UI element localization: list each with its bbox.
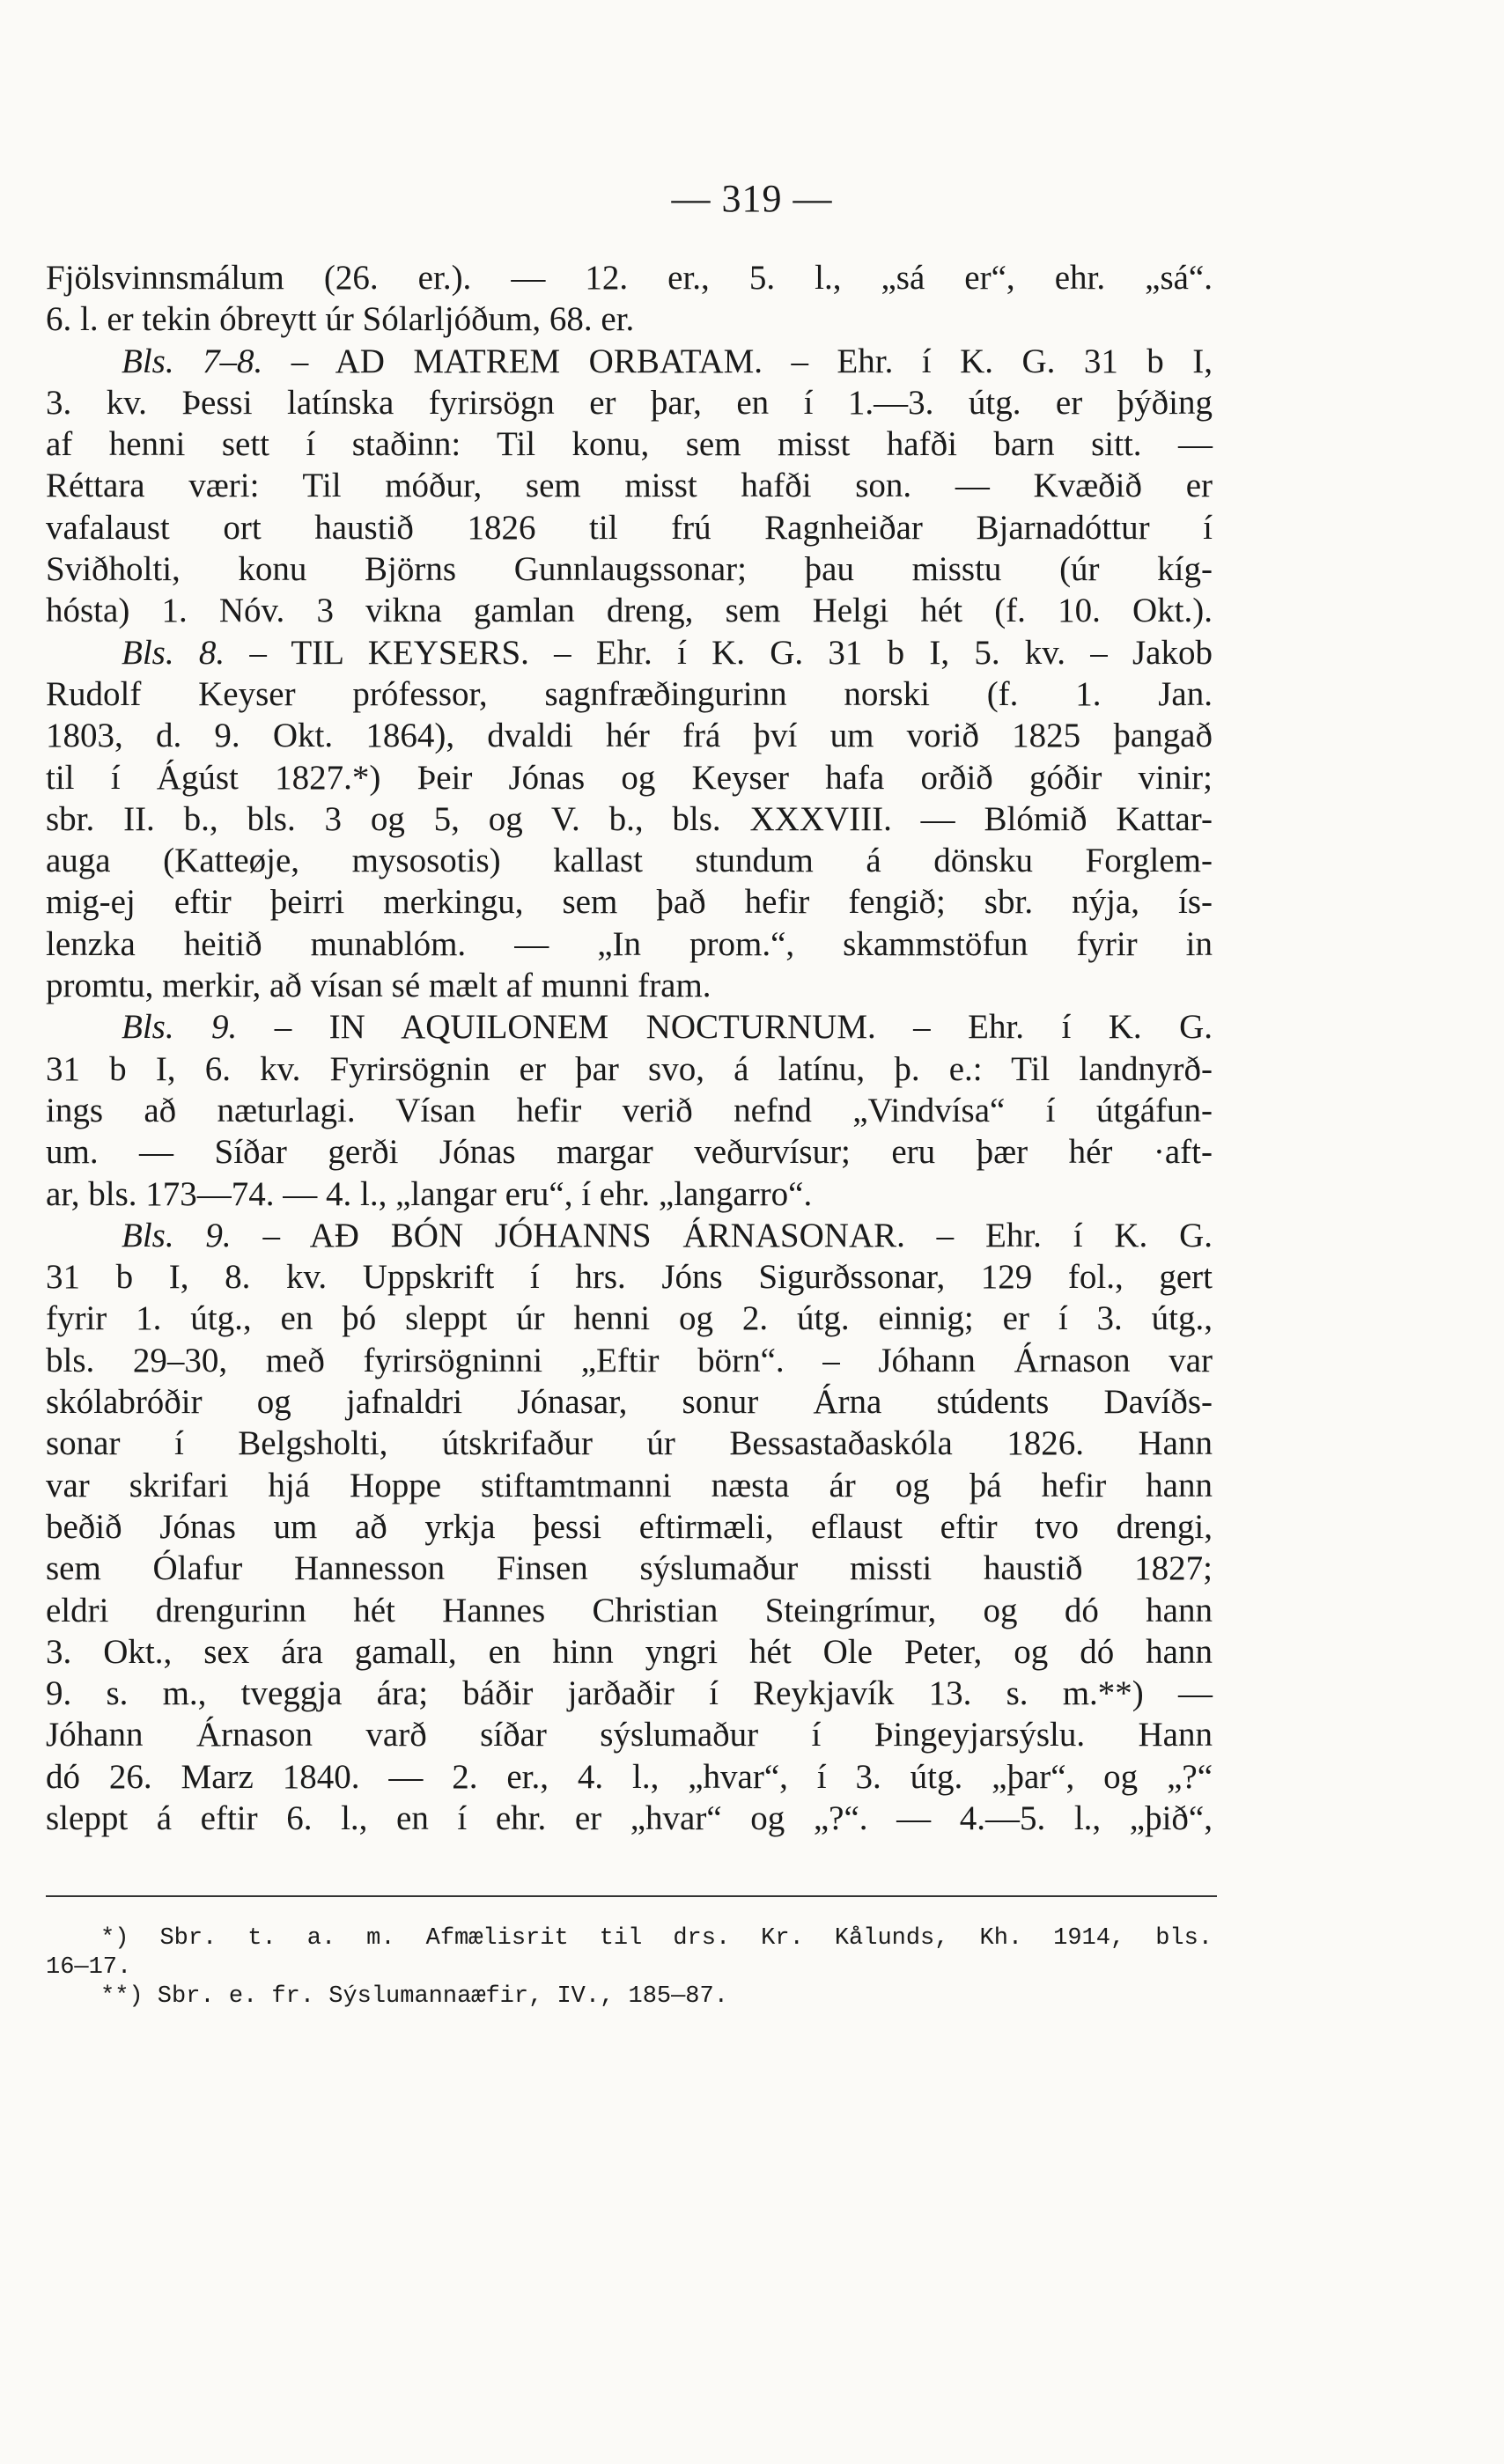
line-text: um. — Síðar gerði Jónas margar veðurvísur; eru þær hér ·aft-: [46, 1133, 1213, 1172]
line-text: – AD MATREM ORBATAM. – Ehr. í K. G. 31 b I,: [262, 342, 1213, 380]
text-line: [46, 298, 1213, 340]
text-line: [46, 1423, 1213, 1464]
text-line: [46, 673, 1213, 715]
text-line: [46, 632, 1213, 673]
line-text: ings að næturlagi. Vísan hefir verið nefnd „Vindvísa“ í útgáfun-: [46, 1091, 1213, 1129]
line-text: var skrifari hjá Hoppe stiftamtmanni næsta ár og þá hefir hann: [46, 1466, 1213, 1504]
body-text: [46, 257, 1213, 1839]
text-line: [46, 1798, 1213, 1839]
line-text: bls. 29–30, með fyrirsögninni „Eftir börn“. – Jóhann Árnason var: [46, 1341, 1213, 1379]
line-text: – IN AQUILONEM NOCTURNUM. – Ehr. í K. G.: [237, 1008, 1213, 1047]
line-text: Rudolf Keyser prófessor, sagnfræðingurinn norski (f. 1. Jan.: [46, 674, 1213, 713]
line-text: 6. l. er tekin óbreytt úr Sólarljóðum, 68. er.: [46, 300, 635, 339]
line-text: sonar í Belgsholti, útskrifaður úr Bessastaðaskóla 1826. Hann: [46, 1424, 1213, 1463]
line-text: dó 26. Marz 1840. — 2. er., 4. l., „hvar“, í 3. útg. „þar“, og „?“: [46, 1757, 1213, 1796]
footnote-line: 16—17.: [46, 1954, 132, 1981]
page-reference: Bls. 7–8.: [122, 342, 263, 380]
line-text: 31 b I, 6. kv. Fyrirsögnin er þar svo, á latínu, þ. e.: Til landnyrð-: [46, 1049, 1213, 1088]
text-line: [46, 465, 1213, 506]
text-line: [46, 1465, 1213, 1506]
text-line: [46, 1506, 1213, 1548]
text-line: [46, 1048, 1213, 1090]
line-text: Sviðholti, konu Björns Gunnlaugssonar; þau misstu (úr kíg-: [46, 550, 1213, 589]
text-line: [46, 715, 1213, 756]
page-number: — 319 —: [671, 177, 833, 220]
text-line: [46, 1173, 1213, 1215]
text-line: [46, 1381, 1213, 1423]
line-text: skólabróðir og jafnaldri Jónasar, sonur Árna stúdents Davíðs-: [46, 1383, 1213, 1422]
line-text: mig-ej eftir þeirri merkingu, sem það hefir fengið; sbr. nýja, ís-: [46, 883, 1213, 922]
line-text: – TIL KEYSERS. – Ehr. í K. G. 31 b I, 5. kv. – Jakob: [225, 633, 1213, 672]
footnote-line: *) Sbr. t. a. m. Afmælisrit til drs. Kr. Kålunds, Kh. 1914, bls.: [100, 1925, 1213, 1952]
text-line: [46, 1006, 1213, 1048]
footnotes: [46, 1924, 1213, 2012]
text-line: [46, 1131, 1213, 1173]
line-text: promtu, merkir, að vísan sé mælt af munni fram.: [46, 967, 711, 1005]
line-text: af henni sett í staðinn: Til konu, sem misst hafði barn sitt. —: [46, 425, 1213, 464]
line-text: til í Ágúst 1827.*) Þeir Jónas og Keyser hafa orðið góðir vinir;: [46, 758, 1213, 797]
text-line: [46, 1714, 1213, 1755]
line-text: lenzka heitið munablóm. — „In prom.“, skammstöfun fyrir in: [46, 924, 1213, 963]
line-text: fyrir 1. útg., en þó sleppt úr henni og 2. útg. einnig; er í 3. útg.,: [46, 1299, 1213, 1338]
line-text: – AÐ BÓN JÓHANNS ÁRNASONAR. – Ehr. í K. G.: [231, 1216, 1213, 1254]
line-text: sem Ólafur Hannesson Finsen sýslumaður missti haustið 1827;: [46, 1549, 1213, 1588]
line-text: 31 b I, 8. kv. Uppskrift í hrs. Jóns Sigurðssonar, 129 fol., gert: [46, 1258, 1213, 1297]
line-text: 1803, d. 9. Okt. 1864), dvaldi hér frá því um vorið 1825 þangað: [46, 717, 1213, 755]
text-line: [46, 1631, 1213, 1673]
text-line: [46, 1215, 1213, 1256]
text-line: [46, 257, 1213, 298]
text-line: [46, 507, 1213, 548]
line-text: 3. Okt., sex ára gamall, en hinn yngri hét Ole Peter, og dó hann: [46, 1632, 1213, 1671]
text-line: [46, 1298, 1213, 1339]
text-line: [46, 382, 1213, 423]
line-text: Réttara væri: Til móður, sem misst hafði son. — Kvæðið er: [46, 467, 1213, 505]
page-reference: Bls. 8.: [122, 633, 225, 672]
text-line: [46, 341, 1213, 382]
line-text: ar, bls. 173—74. — 4. l., „langar eru“, í ehr. „langarro“.: [46, 1174, 813, 1213]
text-line: [46, 840, 1213, 881]
line-text: 3. kv. Þessi latínska fyrirsögn er þar, en í 1.—3. útg. er þýðing: [46, 383, 1213, 422]
text-line: [46, 757, 1213, 798]
text-line: [46, 1340, 1213, 1381]
text-line: [46, 1090, 1213, 1131]
text-line: [46, 590, 1213, 631]
line-text: eldri drengurinn hét Hannes Christian Steingrímur, og dó hann: [46, 1591, 1213, 1629]
text-line: [46, 965, 1213, 1006]
footnote-line: **) Sbr. e. fr. Sýslumannaæfir, IV., 185—87.: [100, 1983, 728, 2010]
line-text: 9. s. m., tveggja ára; báðir jarðaðir í Reykjavík 13. s. m.**) —: [46, 1674, 1213, 1713]
text-line: [46, 423, 1213, 465]
text-line: [46, 1590, 1213, 1631]
line-text: Jóhann Árnason varð síðar sýslumaður í Þingeyjarsýslu. Hann: [46, 1716, 1213, 1754]
line-text: Fjölsvinnsmálum (26. er.). — 12. er., 5. l., „sá er“, ehr. „sá“.: [46, 259, 1213, 297]
text-line: [46, 923, 1213, 965]
line-text: hósta) 1. Nóv. 3 vikna gamlan dreng, sem Helgi hét (f. 10. Okt.).: [46, 592, 1213, 630]
text-line: [46, 1673, 1213, 1714]
line-text: auga (Katteøje, mysosotis) kallast stundum á dönsku Forglem-: [46, 842, 1213, 880]
text-line: [46, 1756, 1213, 1798]
text-line: [46, 881, 1213, 923]
page-reference: Bls. 9.: [122, 1216, 232, 1254]
text-line: [46, 548, 1213, 590]
line-text: sbr. II. b., bls. 3 og 5, og V. b., bls. XXXVIII. — Blómið Kattar-: [46, 799, 1213, 838]
line-text: beðið Jónas um að yrkja þessi eftirmæli, eflaust eftir tvo drengi,: [46, 1507, 1213, 1546]
text-line: [46, 798, 1213, 840]
page-reference: Bls. 9.: [122, 1008, 238, 1047]
line-text: vafalaust ort haustið 1826 til frú Ragnheiðar Bjarnadóttur í: [46, 508, 1213, 547]
line-text: sleppt á eftir 6. l., en í ehr. er „hvar“ og „?“. — 4.—5. l., „þið“,: [46, 1798, 1213, 1837]
text-line: [46, 1548, 1213, 1589]
footnote-rule: [46, 1895, 1217, 1897]
text-line: [46, 1256, 1213, 1298]
